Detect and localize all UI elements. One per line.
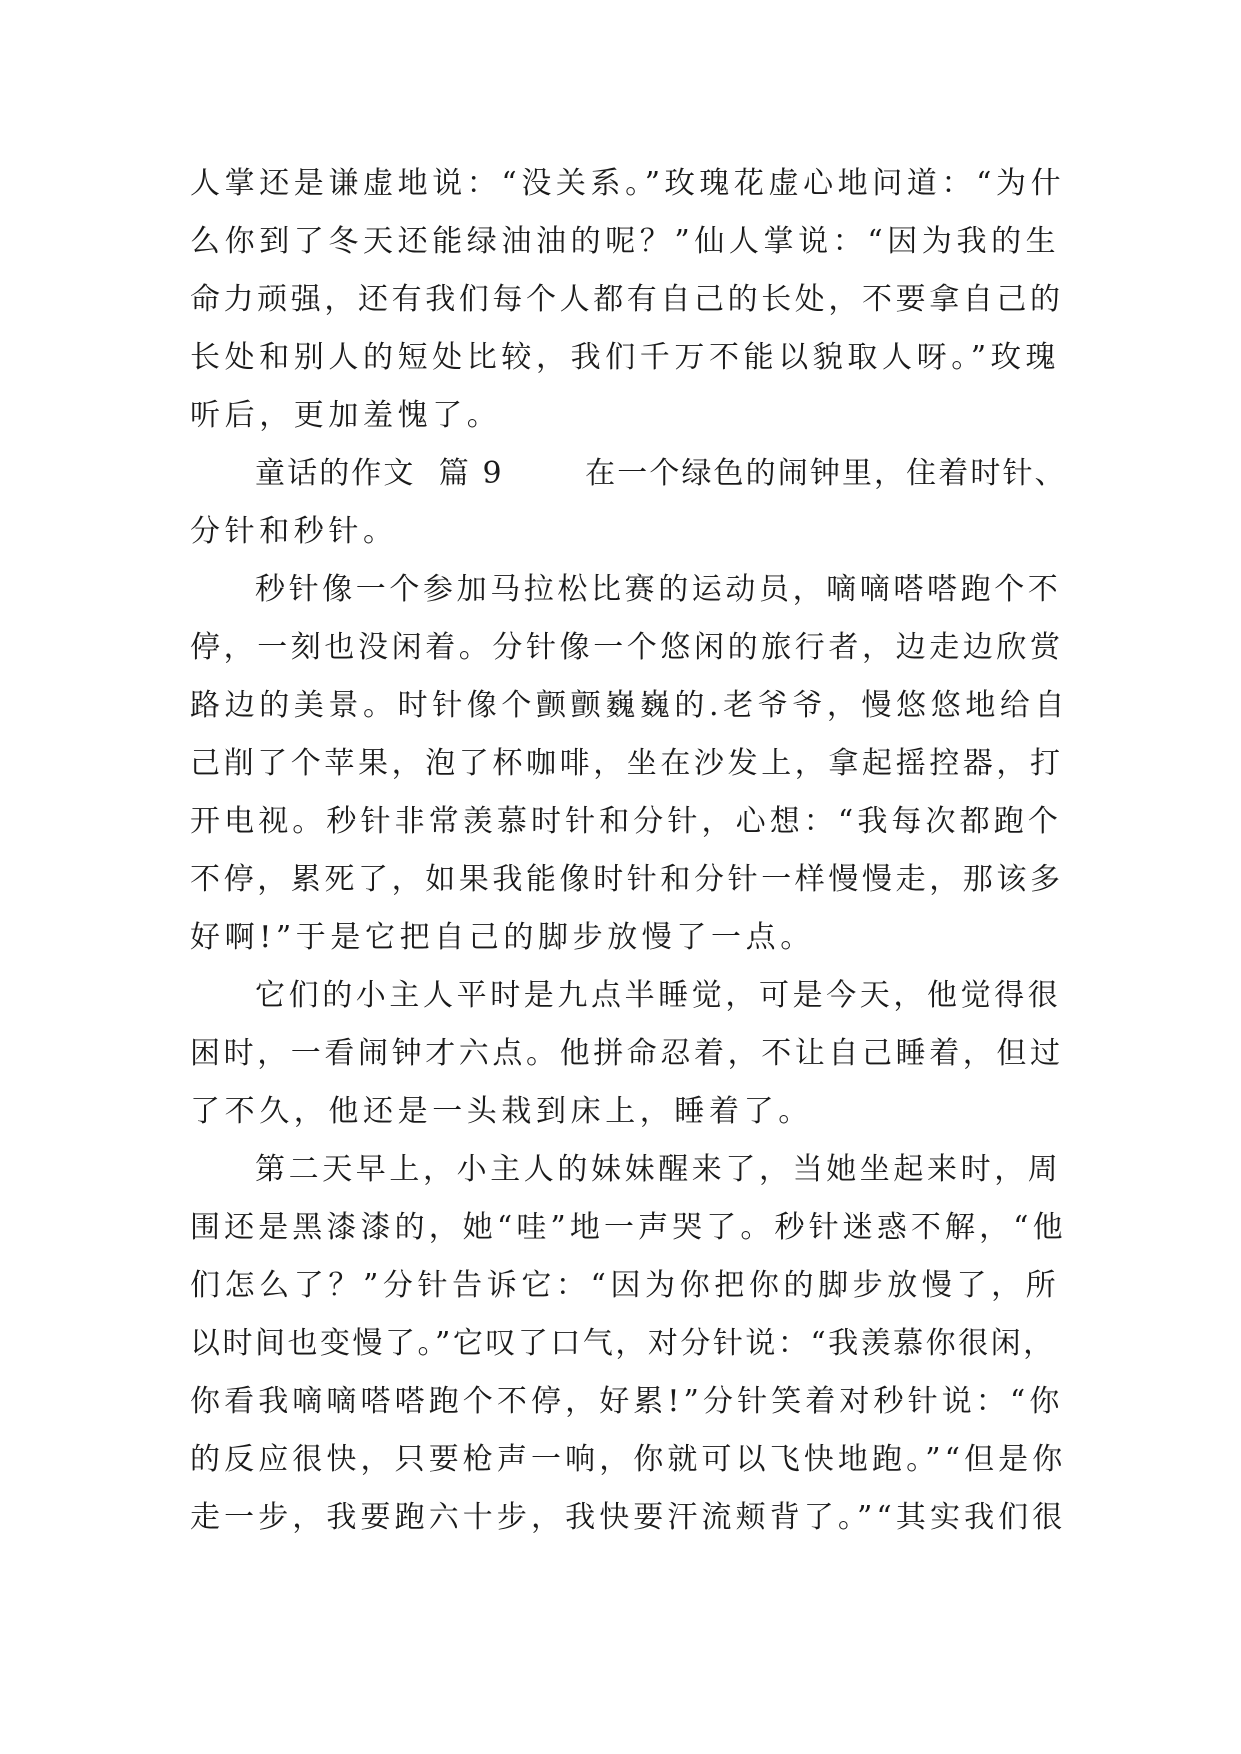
text-line: 路边的美景。时针像个颤颤巍巍的.老爷爷，慢悠悠地给自 xyxy=(190,688,1070,723)
text-line: 分针和秒针。 xyxy=(190,514,398,549)
text-line: 们怎么了？”分针告诉它：“因为你把你的脚步放慢了，所 xyxy=(190,1268,1061,1303)
text-line: 长处和别人的短处比较，我们千万不能以貌取人呀。”玫瑰 xyxy=(190,340,1060,375)
text-line: 它们的小主人平时是九点半睡觉，可是今天，他觉得很 xyxy=(255,978,1062,1013)
text-line: 困时，一看闹钟才六点。他拼命忍着，不让自己睡着，但过 xyxy=(190,1036,1064,1071)
text-line: 的反应很快，只要枪声一响，你就可以飞快地跑。”“但是你 xyxy=(190,1442,1067,1477)
text-line: 走一步，我要跑六十步，我快要汗流颊背了。”“其实我们很 xyxy=(190,1500,1067,1535)
text-line: 人掌还是谦虚地说：“没关系。”玫瑰花虚心地问道：“为什 xyxy=(190,166,1066,201)
text-line: 你看我嘀嘀嗒嗒跑个不停，好累!”分针笑着对秒针说：“你 xyxy=(190,1384,1064,1419)
text-line: 第二天早上，小主人的妹妹醒来了，当她坐起来时，周 xyxy=(255,1152,1062,1187)
text-line: 以时间也变慢了。”它叹了口气，对分针说：“我羡慕你很闲， xyxy=(190,1326,1056,1361)
text-line: 停，一刻也没闲着。分针像一个悠闲的旅行者，边走边欣赏 xyxy=(190,630,1064,665)
text-line: 不停，累死了，如果我能像时针和分针一样慢慢走，那该多 xyxy=(190,862,1064,897)
text-line: 命力顽强，还有我们每个人都有自己的长处，不要拿自己的 xyxy=(190,282,1064,317)
text-line: 围还是黑漆漆的，她“哇”地一声哭了。秒针迷惑不解，“他 xyxy=(190,1210,1067,1245)
text-line: 秒针像一个参加马拉松比赛的运动员，嘀嘀嗒嗒跑个不 xyxy=(255,572,1062,607)
text-line: 了不久，他还是一头栽到床上，睡着了。 xyxy=(190,1094,813,1129)
text-line: 么你到了冬天还能绿油油的呢？”仙人掌说：“因为我的生 xyxy=(190,224,1061,259)
text-line: 好啊!”于是它把自己的脚步放慢了一点。 xyxy=(190,920,815,955)
text-line: 听后，更加羞愧了。 xyxy=(190,398,502,433)
section-heading-line: 童话的作文 篇 9 在一个绿色的闹钟里，住着时针、 xyxy=(255,456,1067,491)
text-line: 开电视。秒针非常羡慕时针和分针，心想：“我每次都跑个 xyxy=(190,804,1062,839)
text-line: 己削了个苹果，泡了杯咖啡，坐在沙发上，拿起摇控器，打 xyxy=(190,746,1064,781)
